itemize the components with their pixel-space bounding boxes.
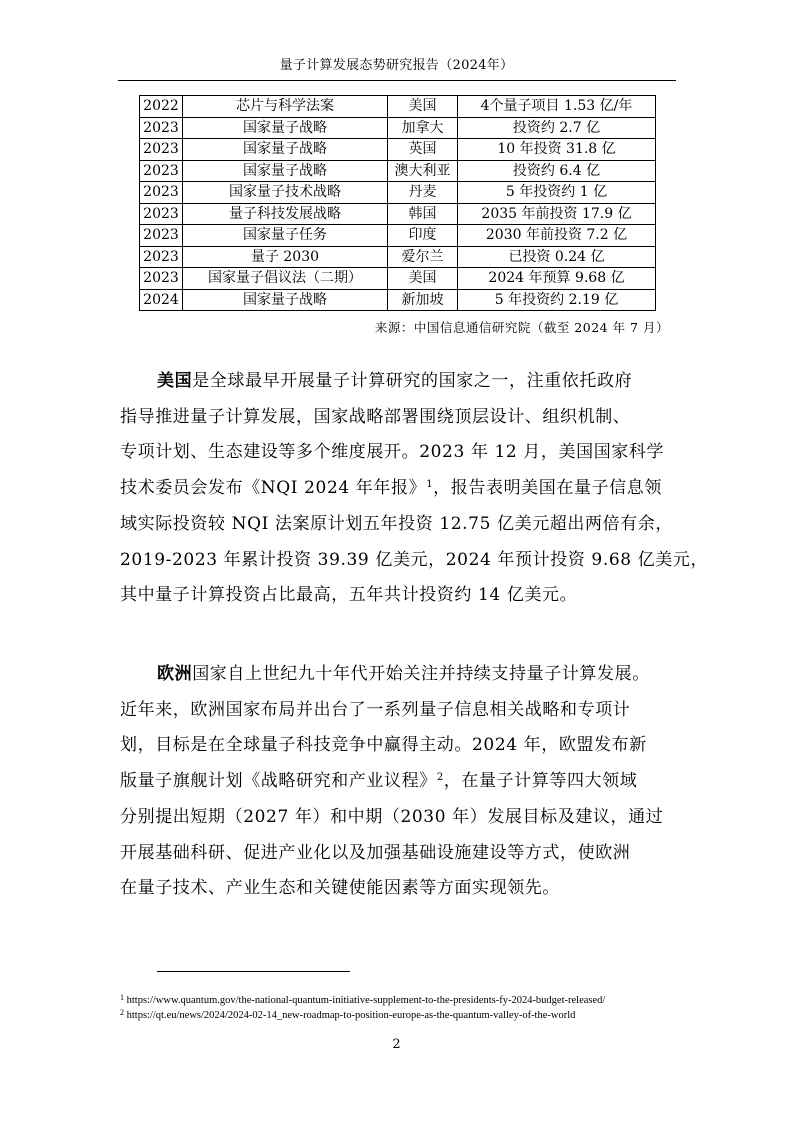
paragraph-line: 分别提出短期（2027 年）和中期（2030 年）发展目标及建议，通过 [120, 806, 664, 827]
country-cell: 美国 [388, 96, 458, 118]
table-row [140, 117, 656, 139]
investment-cell: 投资约 6.4 亿 [458, 160, 656, 182]
footnote-number: 1 [120, 993, 124, 1002]
footnote-link[interactable]: https://www.quantum.gov/the-national-quantum-initiative-supplement-to-the-presidents-fy-2024-budget-released/ [124, 995, 606, 1006]
year-cell: 2023 [140, 225, 183, 247]
policy-cell: 量子科技发展战略 [183, 203, 388, 225]
footnote-1 [120, 993, 700, 1008]
investment-cell: 10 年投资 31.8 亿 [458, 139, 656, 161]
paragraph-line: 开展基础科研、促进产业化以及加强基础设施建设等方式，使欧洲 [120, 842, 631, 863]
paragraph-line: 指导推进量子计算发展，国家战略部署围绕顶层设计、组织机制、 [120, 406, 631, 427]
paragraph-usa [120, 364, 709, 614]
country-cell: 丹麦 [388, 182, 458, 204]
paragraph-lead-europe: 欧洲 [157, 664, 193, 684]
year-cell: 2024 [140, 289, 183, 311]
paragraph-europe [120, 657, 680, 907]
country-cell: 英国 [388, 139, 458, 161]
table-source-note: 来源：中国信息通信研究院（截至 2024 年 7 月） [374, 320, 669, 335]
footnote-ref-2[interactable]: 2 [436, 772, 444, 784]
investment-cell: 2030 年前投资 7.2 亿 [458, 225, 656, 247]
policy-cell: 国家量子战略 [183, 289, 388, 311]
investment-cell: 4个量子项目 1.53 亿/年 [458, 96, 656, 118]
paragraph-line: 在量子技术、产业生态和关键使能因素等方面实现领先。 [120, 878, 560, 899]
country-cell: 新加坡 [388, 289, 458, 311]
country-cell: 加拿大 [388, 117, 458, 139]
policy-cell: 国家量子倡议法（二期） [183, 268, 388, 290]
country-cell: 澳大利亚 [388, 160, 458, 182]
table-row [140, 268, 656, 290]
year-cell: 2023 [140, 246, 183, 268]
year-cell: 2023 [140, 203, 183, 225]
page-number: 2 [392, 1037, 401, 1052]
header-divider [118, 80, 676, 81]
table-row [140, 182, 656, 204]
paragraph-text: 是全球最早开展量子计算研究的国家之一，注重依托政府 [192, 371, 633, 391]
policy-cell: 国家量子战略 [183, 160, 388, 182]
paragraph-line: 2019-2023 年累计投资 39.39 亿美元，2024 年预计投资 9.68 亿美元， [120, 549, 709, 570]
table-row [140, 246, 656, 268]
table-row [140, 203, 656, 225]
paragraph-line: 划，目标是在全球量子科技竞争中赢得主动。2024 年，欧盟发布新 [120, 735, 647, 756]
paragraph-text: 国家自上世纪九十年代开始关注并持续支持量子计算发展。 [192, 664, 650, 684]
table-row [140, 160, 656, 182]
table-row [140, 225, 656, 247]
table-row [140, 139, 656, 161]
footnotes [120, 993, 700, 1023]
year-cell: 2023 [140, 139, 183, 161]
year-cell: 2023 [140, 268, 183, 290]
country-cell: 美国 [388, 268, 458, 290]
policy-cell: 国家量子任务 [183, 225, 388, 247]
paragraph-line [120, 471, 680, 507]
year-cell: 2023 [140, 160, 183, 182]
policy-cell: 芯片与科学法案 [183, 96, 388, 118]
footnote-ref-1[interactable]: 1 [426, 479, 434, 491]
running-header: 量子计算发展态势研究报告（2024年） [279, 58, 514, 73]
country-cell: 爱尔兰 [388, 246, 458, 268]
policy-cell: 国家量子战略 [183, 139, 388, 161]
country-cell: 印度 [388, 225, 458, 247]
year-cell: 2023 [140, 117, 183, 139]
paragraph-line [120, 657, 680, 693]
investment-cell: 5 年投资约 1 亿 [458, 182, 656, 204]
paragraph-line [120, 364, 680, 400]
policy-cell: 量子 2030 [183, 246, 388, 268]
year-cell: 2022 [140, 96, 183, 118]
paragraph-line: 其中量子计算投资占比最高，五年共计投资约 14 亿美元。 [120, 585, 578, 606]
investment-cell: 已投资 0.24 亿 [458, 246, 656, 268]
table-body [140, 96, 656, 311]
table-row [140, 289, 656, 311]
investment-cell: 2024 年预算 9.68 亿 [458, 268, 656, 290]
investment-cell: 投资约 2.7 亿 [458, 117, 656, 139]
paragraph-line: 近年来，欧洲国家布局并出台了一系列量子信息相关战略和专项计 [120, 699, 631, 720]
footnote-number: 2 [120, 1008, 124, 1017]
paragraph-text: ，在量子计算等四大领域 [443, 771, 638, 792]
country-cell: 韩国 [388, 203, 458, 225]
paragraph-text: 版量子旗舰计划《战略研究和产业议程》 [120, 771, 437, 792]
investment-cell: 5 年投资约 2.19 亿 [458, 289, 656, 311]
quantum-strategy-table [139, 95, 656, 311]
paragraph-lead-usa: 美国 [157, 371, 193, 391]
paragraph-text: 技术委员会发布《NQI 2024 年年报》 [120, 478, 427, 499]
paragraph-line: 域实际投资较 NQI 法案原计划五年投资 12.75 亿美元超出两倍有余， [120, 513, 674, 534]
footnote-divider [157, 971, 350, 972]
policy-cell: 国家量子技术战略 [183, 182, 388, 204]
footnote-2 [120, 1008, 700, 1023]
year-cell: 2023 [140, 182, 183, 204]
table-row [140, 96, 656, 118]
paragraph-line: 专项计划、生态建设等多个维度展开。2023 年 12 月，美国国家科学 [120, 442, 665, 463]
paragraph-line [120, 764, 680, 800]
paragraph-text: ，报告表明美国在量子信息领 [433, 478, 662, 499]
footnote-link[interactable]: https://qt.eu/news/2024/2024-02-14_new-roadmap-to-position-europe-as-the-quantum-valley-of-the-world [124, 1010, 576, 1021]
investment-cell: 2035 年前投资 17.9 亿 [458, 203, 656, 225]
policy-cell: 国家量子战略 [183, 117, 388, 139]
